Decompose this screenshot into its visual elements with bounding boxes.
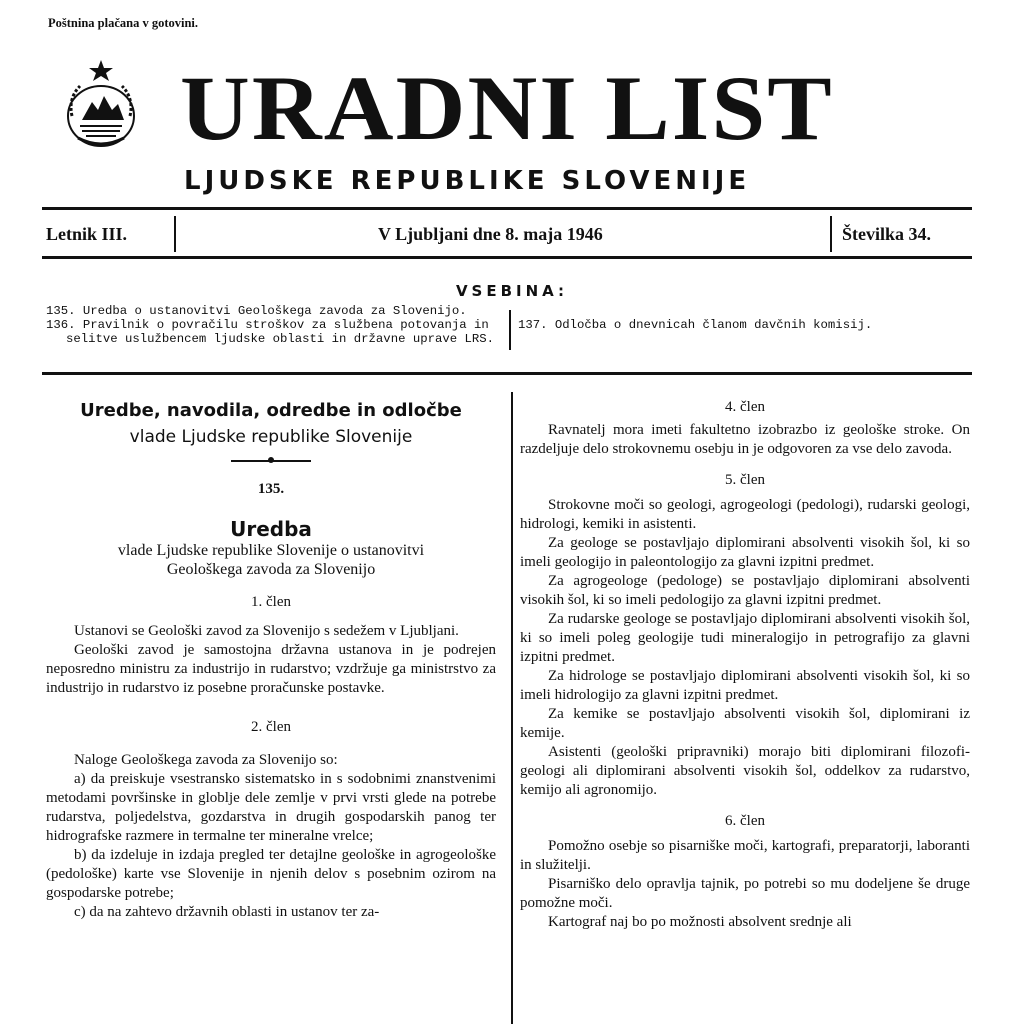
paragraph: Za agrogeologe (pedologe) se postavljajo diplomirani absolventi visokih šol, ki so imeli pedologijo za glavni izpitni predmet.	[520, 573, 970, 608]
decree-title: Uredba	[230, 517, 312, 541]
issue-bar-divider	[830, 216, 832, 252]
volume-label: Letnik III.	[46, 223, 128, 244]
paragraph: Pomožno osebje so pisarniške moči, kartografi, preparatorji, laboranti in služitelji.	[520, 838, 970, 873]
paragraph: Za geologe se postavljajo diplomirani absolventi visokih šol, ki so imeli geologijo in paleontologijo za glavni izpitni predmet.	[520, 535, 970, 570]
paragraph: Ravnatelj mora imeti fakultetno izobrazbo iz geološke stroke. On razdeljuje delo strokovnemu osebju in je odgovoren za vse delo zavoda.	[520, 422, 970, 457]
ornament-rule	[231, 460, 311, 462]
contents-entry: selitve uslužbencem ljudske oblasti in državne uprave LRS.	[66, 332, 495, 346]
contents-entry: 137. Odločba o dnevnicah članom davčnih komisij.	[518, 318, 873, 332]
paragraph: Pisarniško delo opravlja tajnik, po potrebi so mu dodeljene še druge pomožne moči.	[520, 876, 970, 911]
article-heading: 2. člen	[251, 719, 291, 735]
section-heading: Uredbe, navodila, odredbe in odločbe	[80, 400, 462, 421]
right-column	[520, 398, 970, 932]
dateline: V Ljubljani dne 8. maja 1946	[378, 223, 603, 244]
decree-subtitle: vlade Ljudske republike Slovenije o ustanovitvi	[117, 542, 425, 559]
paragraph: a) da preiskuje vsestransko sistematsko in s sodobnimi znanstvenimi metodami površinske in globlje dele zemlje v prvi vrsti glede na potrebe rudarstva, poljedelstva, gozdarstva in drugih gospodarskih panog ter hidrografske razmere in termalne ter mineralne vrelce;	[46, 771, 496, 844]
contents-heading: VSEBINA:	[455, 282, 569, 300]
issue-number: Številka 34.	[842, 223, 932, 244]
paragraph: b) da izdeluje in izdaja pregled ter detajlne geološke in agrogeološke (pedološke) karte vse Slovenije in njenih delov s posebnim ozirom na gospodarske potrebe;	[46, 847, 496, 901]
paragraph: Za kemike se postavljajo absolventi visokih šol, diplomirani iz kemije.	[520, 706, 970, 741]
contents-divider	[509, 310, 511, 350]
column-divider	[511, 392, 513, 1024]
paragraph: Za hidrologe se postavljajo diplomirani absolventi visokih šol, ki so imeli hidrologijo za glavni izpitni predmet.	[520, 668, 970, 703]
contents-entry: 136. Pravilnik o povračilu stroškov za službena potovanja in	[46, 318, 489, 332]
masthead-bottom-rule	[42, 256, 972, 259]
paragraph: c) da na zahtevo državnih oblasti in ustanov ter za-	[74, 904, 380, 920]
paragraph: Strokovne moči so geologi, agrogeologi (pedologi), rudarski geologi, hidrologi, kemiki in asistenti.	[520, 497, 970, 532]
issue-bar-divider	[174, 216, 176, 252]
postage-note: Poštnina plačana v gotovini.	[48, 16, 199, 30]
contents-entry: 135. Uredba o ustanovitvi Geološkega zavoda za Slovenijo.	[46, 304, 467, 318]
contents-left	[46, 304, 506, 346]
masthead-title: URADNI LIST	[180, 57, 834, 159]
masthead-subtitle: LJUDSKE REPUBLIKE SLOVENIJE	[184, 166, 751, 196]
decree-number: 135.	[257, 481, 285, 497]
article-heading: 1. člen	[251, 594, 291, 610]
contents-bottom-rule	[42, 372, 972, 375]
issue-bar	[42, 210, 970, 258]
decree-subtitle: Geološkega zavoda za Slovenijo	[166, 561, 376, 578]
paragraph: Ustanovi se Geološki zavod za Slovenijo s sedežem v Ljubljani.	[74, 623, 459, 639]
section-heading: vlade Ljudske republike Slovenije	[129, 427, 413, 447]
paragraph: Kartograf naj bo po možnosti absolvent srednje ali	[548, 914, 852, 930]
paragraph: Asistenti (geološki pripravniki) morajo biti diplomirani filozofi-geologi ali diplomirani absolventi visokih šol, oddelkov za rudarstvo, kemijo ali agronomijo.	[520, 744, 970, 798]
article-heading: 4. člen	[725, 399, 765, 415]
left-column	[46, 398, 496, 922]
paragraph: Geološki zavod je samostojna državna ustanova in je podrejen neposredno ministru za industrijo in rudarstvo; vzdržuje ga ministrstvo za industrijo in rudarstvo iz posebne proračunske postavke.	[46, 642, 496, 696]
article-heading: 6. člen	[725, 813, 765, 829]
paragraph: Naloge Geološkega zavoda za Slovenijo so:	[74, 752, 338, 768]
article-heading: 5. člen	[725, 472, 765, 488]
paragraph: Za rudarske geologe se postavljajo diplomirani absolventi visokih šol, ki so imeli poleg geologije tudi mineralogijo in petrografijo za glavni izpitni predmet.	[520, 611, 970, 665]
coat-of-arms-emblem	[62, 58, 140, 150]
